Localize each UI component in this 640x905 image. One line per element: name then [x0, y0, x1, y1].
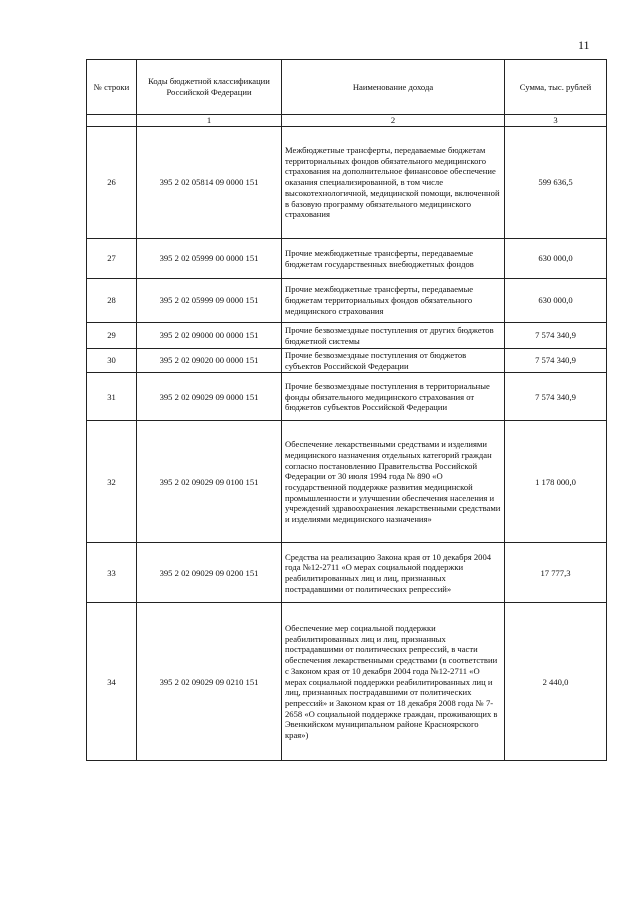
row-number: 26 [87, 127, 137, 239]
amount: 7 574 340,9 [505, 373, 607, 421]
amount: 17 777,3 [505, 543, 607, 603]
column-index [87, 115, 137, 127]
table-row [87, 323, 607, 349]
amount: 1 178 000,0 [505, 421, 607, 543]
classification-code: 395 2 02 09000 00 0000 151 [137, 323, 282, 349]
row-number: 30 [87, 349, 137, 373]
amount: 599 636,5 [505, 127, 607, 239]
row-number: 31 [87, 373, 137, 421]
classification-code: 395 2 02 09020 00 0000 151 [137, 349, 282, 373]
classification-code: 395 2 02 09029 09 0000 151 [137, 373, 282, 421]
column-index: 1 [137, 115, 282, 127]
revenue-name: Обеспечение мер социальной поддержки реабилитированных лиц и лиц, признанных пострадавшими от политических репрессий, в части обеспечения лекарственными средствами (в соответствии с Законом края от 10 декабря 2004 года №12-2711 «О мерах социальной поддержки реабилитированных лиц и лиц, признанных пострадавшими от политических репрессий» и Законом края от 18 декабря 2008 года № 7-2658 «О социальной поддержке граждан, проживающих в Эвенкийском муниципальном районе Красноярского края») [282, 603, 505, 761]
classification-code: 395 2 02 05999 09 0000 151 [137, 279, 282, 323]
revenue-name: Прочие безвозмездные поступления в территориальные фонды обязательного медицинского страхования от бюджетов субъектов Российской Федерации [282, 373, 505, 421]
row-number: 33 [87, 543, 137, 603]
amount: 630 000,0 [505, 239, 607, 279]
revenue-table [86, 59, 607, 761]
revenue-name: Прочие межбюджетные трансферты, передаваемые бюджетам государственных внебюджетных фондов [282, 239, 505, 279]
row-number: 34 [87, 603, 137, 761]
classification-code: 395 2 02 09029 09 0210 151 [137, 603, 282, 761]
row-number: 28 [87, 279, 137, 323]
classification-code: 395 2 02 05999 00 0000 151 [137, 239, 282, 279]
amount: 7 574 340,9 [505, 323, 607, 349]
classification-code: 395 2 02 09029 09 0200 151 [137, 543, 282, 603]
row-number: 27 [87, 239, 137, 279]
revenue-name: Прочие межбюджетные трансферты, передаваемые бюджетам территориальных фондов обязательного медицинского страхования [282, 279, 505, 323]
revenue-name: Обеспечение лекарственными средствами и изделиями медицинского назначения отдельных категорий граждан согласно постановлению Правительства Российской Федерации от 30 июля 1994 года № 890 «О государственной поддержке развития медицинской промышленности и улучшении обеспечения населения и учреждений здравоохранения лекарственными средствами и изделиями медицинского назначения» [282, 421, 505, 543]
header-revenue-name: Наименование дохода [282, 60, 505, 115]
table-row [87, 543, 607, 603]
revenue-name: Средства на реализацию Закона края от 10 декабря 2004 года №12-2711 «О мерах социальной поддержки реабилитированных лиц и лиц, признанных пострадавшими от политических репрессий» [282, 543, 505, 603]
header-row-number: № строки [87, 60, 137, 115]
table-header-row [87, 60, 607, 115]
table-row [87, 279, 607, 323]
revenue-name: Прочие безвозмездные поступления от бюджетов субъектов Российской Федерации [282, 349, 505, 373]
header-amount: Сумма, тыс. рублей [505, 60, 607, 115]
column-index: 3 [505, 115, 607, 127]
table-row [87, 603, 607, 761]
table-row [87, 349, 607, 373]
header-classification-code: Коды бюджетной классификации Российской Федерации [137, 60, 282, 115]
row-number: 32 [87, 421, 137, 543]
classification-code: 395 2 02 05814 09 0000 151 [137, 127, 282, 239]
row-number: 29 [87, 323, 137, 349]
page-number: 11 [578, 38, 590, 52]
table-row [87, 421, 607, 543]
table-row [87, 373, 607, 421]
table-row [87, 127, 607, 239]
amount: 7 574 340,9 [505, 349, 607, 373]
table-row [87, 239, 607, 279]
revenue-name: Межбюджетные трансферты, передаваемые бюджетам территориальных фондов обязательного медицинского страхования на дополнительное финансовое обеспечение оказания специализированной, в том числе высокотехнологичной, медицинской помощи, включенной в базовую программу обязательного медицинского страхования [282, 127, 505, 239]
amount: 630 000,0 [505, 279, 607, 323]
column-index-row [87, 115, 607, 127]
classification-code: 395 2 02 09029 09 0100 151 [137, 421, 282, 543]
revenue-name: Прочие безвозмездные поступления от других бюджетов бюджетной системы [282, 323, 505, 349]
amount: 2 440,0 [505, 603, 607, 761]
column-index: 2 [282, 115, 505, 127]
